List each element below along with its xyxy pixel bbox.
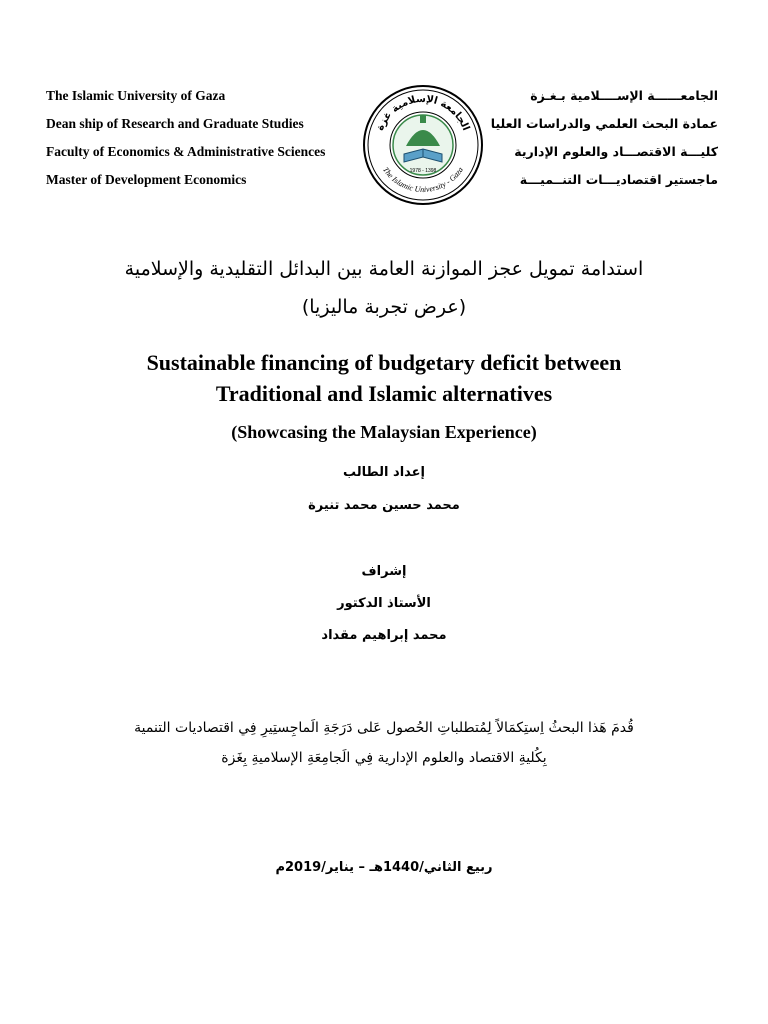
english-thesis-subtitle: (Showcasing the Malaysian Experience) (231, 422, 537, 442)
deanship-name-en: Dean ship of Research and Graduate Studies (46, 116, 304, 131)
english-thesis-title-line2: Traditional and Islamic alternatives (215, 381, 553, 406)
supervisor-title: الأستاذ الدكتور (337, 596, 431, 611)
english-thesis-title-line1: Sustainable financing of budgetary deficit between (146, 350, 622, 375)
submission-statement-line2: بِكُليةِ الاقتصاد والعلوم الإدارية فِي الَجامِعَةِ الإسلاميةِ بِغَزة (221, 750, 547, 766)
seal-arabic-text: الجامعة الإسلامية غزة (374, 93, 472, 133)
student-name: محمد حسين محمد تنيرة (308, 498, 460, 513)
university-name-ar: الجامعــــــة الإســــلامية بـغـزة (530, 88, 718, 103)
header-arabic-block (491, 84, 718, 196)
header-english-block (46, 84, 325, 196)
deanship-name-ar: عمادة البحث العلمي والدراسات العليا (490, 116, 718, 131)
student-label: إعداد الطالب (342, 465, 426, 480)
submission-date: ربيع الثاني/1440هـ – يناير/2019م (275, 860, 493, 875)
program-name-ar: ماجستير اقتصاديـــات التنــميـــة (519, 172, 718, 187)
arabic-thesis-subtitle: (عرض تجربة ماليزيا) (301, 296, 467, 318)
university-seal-logo (362, 84, 484, 206)
university-name-en: The Islamic University of Gaza (46, 88, 226, 103)
faculty-name-en: Faculty of Economics & Administrative Sciences (46, 144, 326, 159)
arabic-thesis-title: استدامة تمويل عجز الموازنة العامة بين البدائل التقليدية والإسلامية (124, 258, 644, 280)
faculty-name-ar: كليـــة الاقتصـــاد والعلوم الإدارية (514, 144, 718, 159)
submission-statement-line1: قُدمَ هَذا البحثُ اِستِكمَالاً لِمُتطلباتِ الحُصول عَلى دَرَجَةِ الَماجِستِيرِ فِي اقتصاديات التنمية (134, 720, 634, 736)
seal-english-text: The Islamic University - Gaza (381, 165, 465, 195)
svg-text:1978 - 1398: 1978 - 1398 (409, 168, 437, 174)
supervisor-name: محمد إبراهيم مقداد (321, 628, 447, 643)
supervision-label: إشراف (361, 564, 407, 579)
program-name-en: Master of Development Economics (46, 172, 247, 187)
